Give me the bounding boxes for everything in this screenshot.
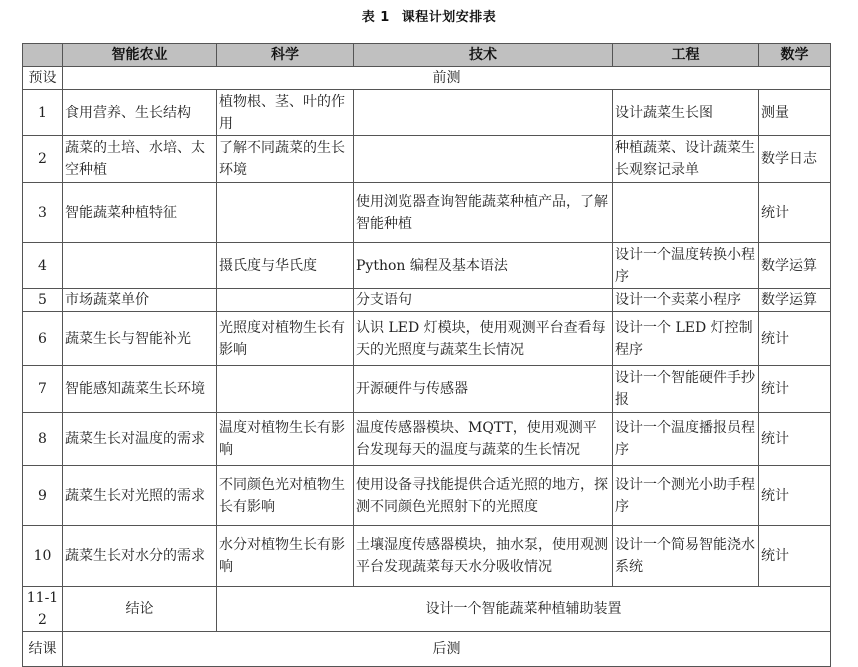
lesson-number: 11-12 — [23, 587, 63, 632]
header-agriculture: 智能农业 — [63, 44, 217, 67]
math-cell: 数学运算 — [759, 289, 831, 312]
engineering-cell — [613, 183, 759, 243]
table-row — [23, 413, 831, 466]
lesson-number: 10 — [23, 526, 63, 587]
table-row — [23, 526, 831, 587]
technology-cell: 使用设备寻找能提供合适光照的地方，探测不同颜色光照射下的光照度 — [354, 466, 613, 526]
technology-cell: 认识 LED 灯模块，使用观测平台查看每天的光照度与蔬菜生长情况 — [354, 312, 613, 366]
lesson-number: 1 — [23, 90, 63, 136]
science-cell: 了解不同蔬菜的生长环境 — [217, 136, 354, 183]
lesson-number: 7 — [23, 366, 63, 413]
agriculture-cell: 智能蔬菜种植特征 — [63, 183, 217, 243]
science-cell: 光照度对植物生长有影响 — [217, 312, 354, 366]
lesson-number: 2 — [23, 136, 63, 183]
table-title: 课程计划安排表 — [401, 10, 497, 25]
table-row — [23, 366, 831, 413]
agriculture-cell: 蔬菜生长对光照的需求 — [63, 466, 217, 526]
header-row — [23, 44, 831, 67]
math-cell: 统计 — [759, 466, 831, 526]
header-math: 数学 — [759, 44, 831, 67]
engineering-cell: 设计一个温度转换小程序 — [613, 243, 759, 289]
lesson-number: 6 — [23, 312, 63, 366]
science-cell — [217, 183, 354, 243]
math-cell: 统计 — [759, 312, 831, 366]
engineering-cell: 种植蔬菜、设计蔬菜生长观察记录单 — [613, 136, 759, 183]
header-engineering: 工程 — [613, 44, 759, 67]
engineering-cell: 设计一个测光小助手程序 — [613, 466, 759, 526]
math-cell: 统计 — [759, 183, 831, 243]
agriculture-cell: 食用营养、生长结构 — [63, 90, 217, 136]
engineering-cell: 设计一个简易智能浇水系统 — [613, 526, 759, 587]
table-number: 表 1 — [361, 10, 390, 25]
science-cell: 不同颜色光对植物生长有影响 — [217, 466, 354, 526]
math-cell: 测量 — [759, 90, 831, 136]
agriculture-cell: 蔬菜生长对温度的需求 — [63, 413, 217, 466]
final-content: 后测 — [63, 632, 831, 667]
technology-cell — [354, 90, 613, 136]
lesson-number: 3 — [23, 183, 63, 243]
table-row — [23, 90, 831, 136]
math-cell: 数学运算 — [759, 243, 831, 289]
engineering-cell: 设计一个 LED 灯控制程序 — [613, 312, 759, 366]
lesson-number: 4 — [23, 243, 63, 289]
table-row — [23, 183, 831, 243]
math-cell: 数学日志 — [759, 136, 831, 183]
engineering-cell: 设计一个温度播报员程序 — [613, 413, 759, 466]
agriculture-cell: 蔬菜生长与智能补光 — [63, 312, 217, 366]
pre-row — [23, 67, 831, 90]
conclusion-content: 设计一个智能蔬菜种植辅助装置 — [217, 587, 831, 632]
pre-label: 预设 — [23, 67, 63, 90]
table-row — [23, 243, 831, 289]
technology-cell — [354, 136, 613, 183]
science-cell: 植物根、茎、叶的作用 — [217, 90, 354, 136]
science-cell — [217, 289, 354, 312]
final-label: 结课 — [23, 632, 63, 667]
engineering-cell: 设计一个智能硬件手抄报 — [613, 366, 759, 413]
science-cell: 摄氏度与华氏度 — [217, 243, 354, 289]
technology-cell: 分支语句 — [354, 289, 613, 312]
technology-cell: 温度传感器模块、MQTT，使用观测平台发现每天的温度与蔬菜的生长情况 — [354, 413, 613, 466]
agriculture-cell: 智能感知蔬菜生长环境 — [63, 366, 217, 413]
technology-cell: 开源硬件与传感器 — [354, 366, 613, 413]
conclusion-label: 结论 — [63, 587, 217, 632]
table-row — [23, 289, 831, 312]
lesson-number: 5 — [23, 289, 63, 312]
header-technology: 技术 — [354, 44, 613, 67]
agriculture-cell: 市场蔬菜单价 — [63, 289, 217, 312]
math-cell: 统计 — [759, 526, 831, 587]
pre-content: 前测 — [63, 67, 831, 90]
engineering-cell: 设计一个卖菜小程序 — [613, 289, 759, 312]
agriculture-cell — [63, 243, 217, 289]
lesson-number: 9 — [23, 466, 63, 526]
table-caption — [0, 6, 858, 25]
agriculture-cell: 蔬菜的土培、水培、太空种植 — [63, 136, 217, 183]
engineering-cell: 设计蔬菜生长图 — [613, 90, 759, 136]
technology-cell: 使用浏览器查询智能蔬菜种植产品，了解智能种植 — [354, 183, 613, 243]
table-row — [23, 466, 831, 526]
agriculture-cell: 蔬菜生长对水分的需求 — [63, 526, 217, 587]
final-row — [23, 632, 831, 667]
header-science: 科学 — [217, 44, 354, 67]
course-schedule-table — [22, 43, 831, 667]
table-row — [23, 312, 831, 366]
science-cell — [217, 366, 354, 413]
math-cell: 统计 — [759, 366, 831, 413]
science-cell: 水分对植物生长有影响 — [217, 526, 354, 587]
technology-cell: Python 编程及基本语法 — [354, 243, 613, 289]
table-row — [23, 136, 831, 183]
technology-cell: 土壤湿度传感器模块，抽水泵，使用观测平台发现蔬菜每天水分吸收情况 — [354, 526, 613, 587]
math-cell: 统计 — [759, 413, 831, 466]
lesson-number: 8 — [23, 413, 63, 466]
conclusion-row — [23, 587, 831, 632]
header-lesson — [23, 44, 63, 67]
science-cell: 温度对植物生长有影响 — [217, 413, 354, 466]
